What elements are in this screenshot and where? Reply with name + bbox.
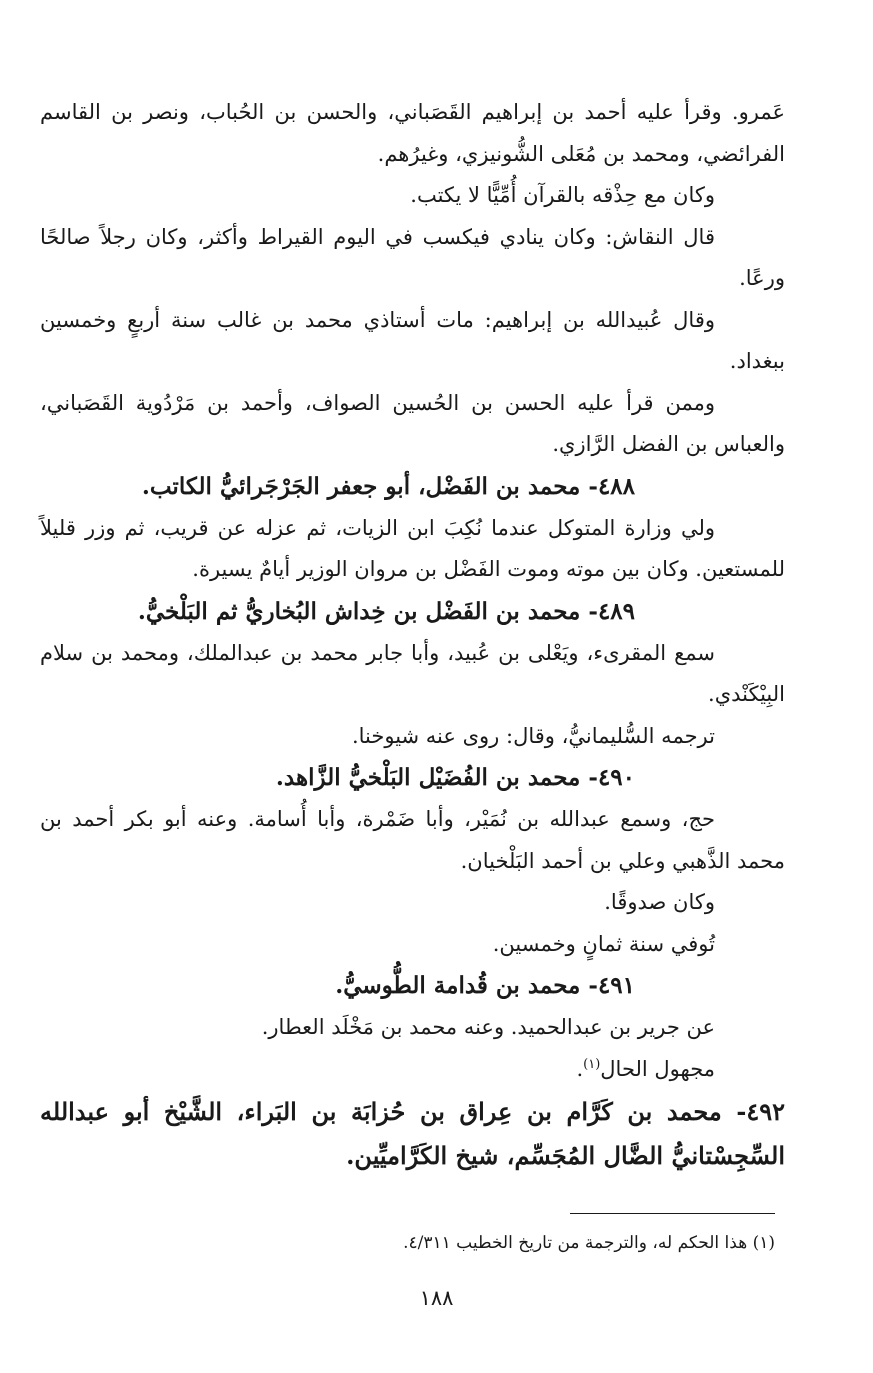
- paragraph: حج، وسمع عبدالله بن نُمَيْر، وأبا ضَمْرة، وأبا أُسامة. وعنه أبو بكر أحمد بن محمد الذَّهبي وعلي بن أحمد البَلْخيان.: [40, 807, 785, 873]
- entry-heading-490: ٤٩٠- محمد بن الفُضَيْل البَلْخيُّ الزَّاهد.: [275, 764, 635, 791]
- footnote-text: هذا الحكم له، والترجمة من تاريخ الخطيب ٤/٣١١.: [403, 1233, 748, 1253]
- paragraph-with-note: [40, 1049, 785, 1091]
- paragraph: وممن قرأ عليه الحسن بن الحُسين الصواف، وأحمد بن مَرْدُوية القَصَباني، والعباس بن الفضل الرَّازي.: [40, 390, 785, 456]
- footnote-reference: (١): [583, 1056, 601, 1072]
- paragraph: عن جرير بن عبدالحميد. وعنه محمد بن مَخْلَد العطار.: [261, 1015, 715, 1039]
- entry-heading-491: ٤٩١- محمد بن قُدامة الطُّوسيُّ.: [335, 972, 635, 999]
- entry-heading-492: ٤٩٢- محمد بن كَرَّام بن عِراق بن حُزابَة بن البَراء، الشَّيْخ أبو عبدالله السِّجِسْتانيُّ الضَّال المُجَسِّم، شيخ الكَرَّاميِّين.: [40, 1097, 785, 1170]
- paragraph: قال النقاش: وكان ينادي فيكسب في اليوم القيراط وأكثر، وكان رجلاً صالحًا ورعًا.: [40, 224, 785, 290]
- paragraph: وكان مع حِذْقه بالقرآن أُمِّيًّا لا يكتب.: [410, 183, 715, 207]
- paragraph: سمع المقرىء، ويَعْلى بن عُبيد، وأبا جابر محمد بن عبدالملك، ومحمد بن سلام البِيْكَنْدي.: [40, 640, 785, 706]
- page-body: [40, 92, 785, 1178]
- page-number: ١٨٨: [419, 1286, 454, 1310]
- paragraph: وقال عُبيدالله بن إبراهيم: مات أستاذي محمد بن غالب سنة أربعٍ وخمسين ببغداد.: [40, 307, 785, 373]
- paragraph-tail: .: [576, 1056, 584, 1081]
- footnote-divider: [570, 1213, 775, 1214]
- paragraph-text: مجهول الحال: [600, 1056, 715, 1081]
- entry-heading-488: ٤٨٨- محمد بن الفَضْل، أبو جعفر الجَرْجَرائيُّ الكاتب.: [141, 472, 635, 500]
- entry-heading-489: ٤٨٩- محمد بن الفَضْل بن خِداش البُخاريُّ ثم البَلْخيُّ.: [137, 597, 635, 625]
- paragraph: ولي وزارة المتوكل عندما نُكِبَ ابن الزيات، ثم عزله عن قريب، ثم وزر قليلاً للمستعين. وكان بين موته وموت الفَضْل بن مروان الوزير أيامٌ يسيرة.: [40, 515, 785, 581]
- paragraph: عَمرو. وقرأ عليه أحمد بن إبراهيم القَصَباني، والحسن بن الحُباب، ونصر بن القاسم الفرائضي، ومحمد بن مُعَلى الشُّونيزي، وغيرُهم.: [40, 100, 785, 166]
- paragraph: تُوفي سنة ثمانٍ وخمسين.: [492, 931, 715, 956]
- paragraph: ترجمه السُّليمانيُّ، وقال: روى عنه شيوخنا.: [351, 723, 715, 748]
- footnote: [95, 1228, 775, 1258]
- paragraph: وكان صدوقًا.: [604, 890, 715, 914]
- footnote-number: (١): [752, 1233, 775, 1253]
